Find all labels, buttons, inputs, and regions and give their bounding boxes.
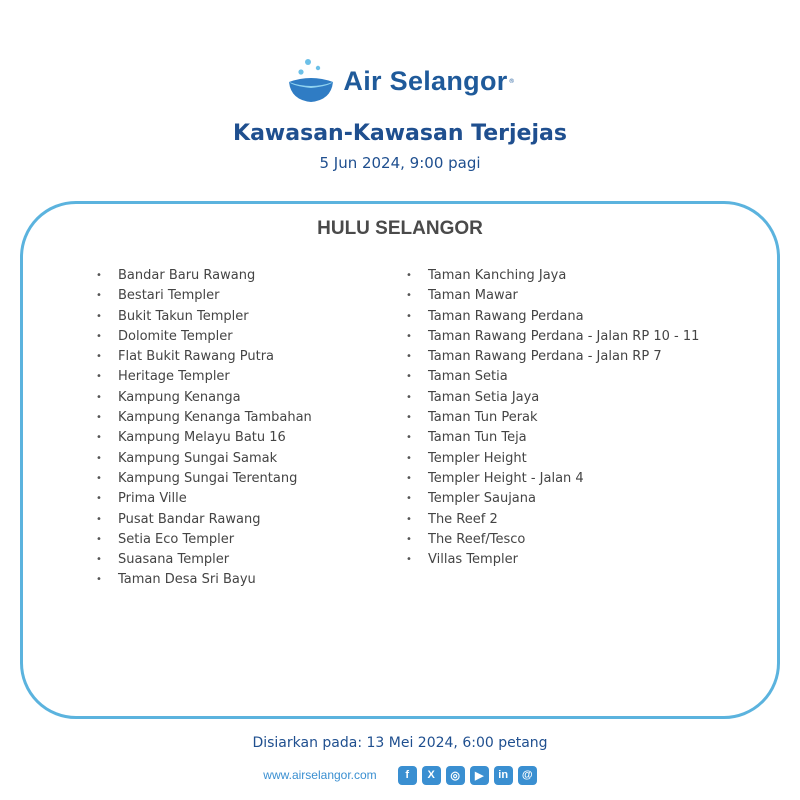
- list-item: [406, 388, 699, 408]
- area-name: Bandar Baru Rawang: [118, 268, 256, 283]
- brand-name: Air Selangor: [343, 65, 508, 96]
- area-name: Kampung Kenanga: [118, 389, 241, 405]
- area-list-left: [96, 266, 312, 591]
- area-name: Kampung Sungai Samak: [118, 450, 278, 466]
- registered-mark: ®: [508, 77, 515, 85]
- water-drop-logo-icon: [285, 56, 337, 106]
- bullet-icon: •: [96, 351, 102, 363]
- list-item: [96, 570, 312, 590]
- bullet-icon: •: [96, 513, 102, 525]
- area-name: The Reef/Tesco: [428, 531, 526, 547]
- area-name: Dolomite Templer: [118, 328, 233, 344]
- list-item: [406, 428, 699, 448]
- area-name: Taman Kanching Jaya: [428, 268, 567, 283]
- footer-bar: [0, 764, 800, 786]
- list-item: [96, 286, 312, 306]
- list-item: [96, 489, 312, 509]
- instagram-icon[interactable]: ◎: [446, 766, 465, 785]
- list-item: [96, 307, 312, 327]
- area-name: Bestari Templer: [118, 288, 220, 304]
- area-name: Flat Bukit Rawang Putra: [118, 349, 275, 365]
- list-item: [406, 286, 699, 306]
- list-item: [96, 550, 312, 570]
- area-name: Bukit Takun Templer: [118, 308, 249, 324]
- area-name: Taman Rawang Perdana: [428, 308, 584, 324]
- list-item: [96, 510, 312, 530]
- area-name: Templer Saujana: [428, 491, 536, 507]
- bullet-icon: •: [96, 270, 102, 281]
- bullet-icon: •: [406, 513, 412, 525]
- bullet-icon: •: [406, 533, 412, 545]
- bullet-icon: •: [96, 533, 102, 545]
- area-name: Prima Ville: [118, 491, 187, 507]
- area-name: Pusat Bandar Rawang: [118, 511, 261, 527]
- list-item: [96, 408, 312, 428]
- bullet-icon: •: [406, 310, 412, 322]
- website-link[interactable]: www.airselangor.com: [263, 768, 377, 782]
- area-name: Setia Eco Templer: [118, 531, 235, 547]
- area-list-right: [406, 266, 699, 570]
- bullet-icon: •: [406, 452, 412, 464]
- bullet-icon: •: [406, 371, 412, 383]
- region-heading: HULU SELANGOR: [317, 218, 483, 239]
- area-name: Kampung Sungai Terentang: [118, 470, 298, 486]
- bullet-icon: •: [406, 351, 412, 363]
- area-name: Kampung Melayu Batu 16: [118, 430, 286, 446]
- bullet-icon: •: [96, 493, 102, 505]
- bullet-icon: •: [406, 554, 412, 566]
- bullet-icon: •: [96, 574, 102, 586]
- area-name: Taman Tun Perak: [428, 410, 538, 426]
- bullet-icon: •: [406, 270, 412, 281]
- bullet-icon: •: [96, 432, 102, 444]
- list-item: [406, 550, 699, 570]
- list-item: [96, 327, 312, 347]
- list-item: [96, 428, 312, 448]
- list-item: [406, 449, 699, 469]
- bullet-icon: •: [96, 290, 102, 302]
- list-item: [406, 469, 699, 489]
- area-name: Taman Rawang Perdana - Jalan RP 10 - 11: [428, 328, 700, 344]
- area-name: Kampung Kenanga Tambahan: [118, 410, 312, 426]
- broadcast-date: Disiarkan pada: 13 Mei 2024, 6:00 petang: [252, 735, 548, 751]
- area-name: Heritage Templer: [118, 369, 230, 385]
- area-name: Templer Height: [428, 450, 527, 466]
- area-name: Taman Desa Sri Bayu: [118, 572, 256, 588]
- list-item: [96, 449, 312, 469]
- bullet-icon: •: [96, 412, 102, 424]
- list-item: [406, 266, 699, 286]
- area-name: Taman Rawang Perdana - Jalan RP 7: [428, 349, 662, 365]
- bullet-icon: •: [406, 330, 412, 342]
- x-icon[interactable]: X: [422, 766, 441, 785]
- facebook-icon[interactable]: f: [398, 766, 417, 785]
- list-item: [406, 327, 699, 347]
- list-item: [96, 388, 312, 408]
- list-item: [96, 530, 312, 550]
- bullet-icon: •: [96, 554, 102, 566]
- list-item: [96, 469, 312, 489]
- bullet-icon: •: [96, 391, 102, 403]
- area-name: Taman Setia Jaya: [428, 389, 540, 405]
- update-datetime: 5 Jun 2024, 9:00 pagi: [319, 154, 481, 172]
- bullet-icon: •: [96, 330, 102, 342]
- bullet-icon: •: [96, 371, 102, 383]
- list-item: [406, 408, 699, 428]
- bullet-icon: •: [406, 432, 412, 444]
- list-item: [96, 266, 312, 286]
- list-item: [96, 367, 312, 387]
- list-item: [406, 367, 699, 387]
- bullet-icon: •: [406, 493, 412, 505]
- list-item: [406, 347, 699, 367]
- threads-icon[interactable]: @: [518, 766, 537, 785]
- bullet-icon: •: [406, 472, 412, 484]
- bullet-icon: •: [96, 472, 102, 484]
- linkedin-icon[interactable]: in: [494, 766, 513, 785]
- list-item: [406, 510, 699, 530]
- list-item: [406, 307, 699, 327]
- area-name: Taman Tun Teja: [428, 430, 527, 446]
- area-name: Villas Templer: [428, 552, 518, 568]
- area-name: Templer Height - Jalan 4: [428, 470, 584, 486]
- area-name: The Reef 2: [428, 511, 498, 527]
- bullet-icon: •: [96, 310, 102, 322]
- list-item: [406, 489, 699, 509]
- list-item: [96, 347, 312, 367]
- list-item: [406, 530, 699, 550]
- bullet-icon: •: [406, 290, 412, 302]
- brand-logo: [0, 56, 800, 106]
- bullet-icon: •: [406, 391, 412, 403]
- area-name: Taman Mawar: [428, 288, 518, 304]
- page-title: Kawasan-Kawasan Terjejas: [233, 121, 567, 146]
- area-name: Suasana Templer: [118, 552, 230, 568]
- area-name: Taman Setia: [428, 369, 508, 385]
- youtube-icon[interactable]: ▶: [470, 766, 489, 785]
- bullet-icon: •: [96, 452, 102, 464]
- bullet-icon: •: [406, 412, 412, 424]
